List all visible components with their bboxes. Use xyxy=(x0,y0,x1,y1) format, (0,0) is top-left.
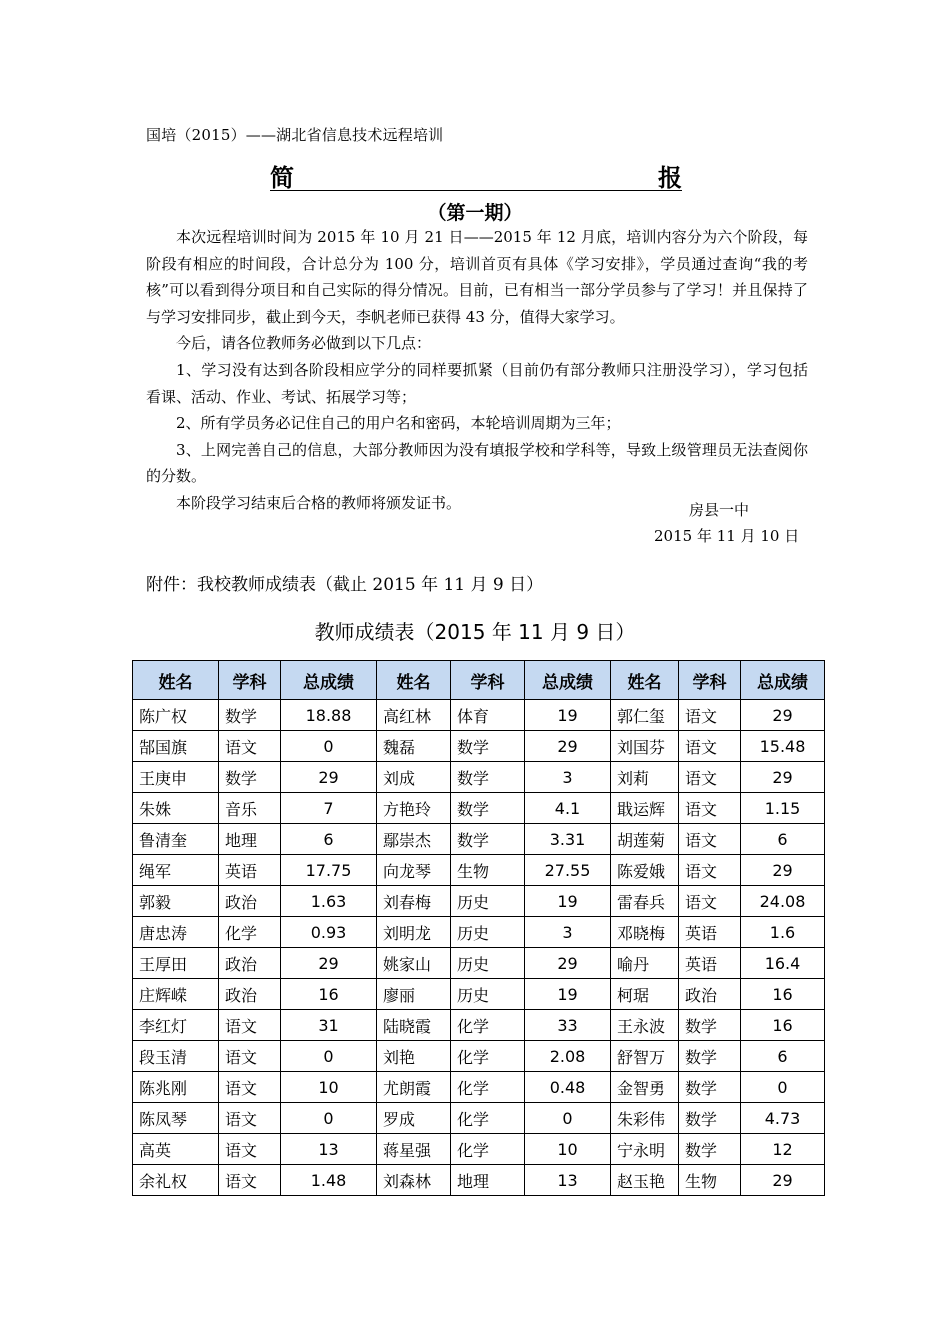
subject-cell: 化学 xyxy=(451,1134,525,1165)
teacher-name-cell: 高英 xyxy=(133,1134,219,1165)
score-cell: 16 xyxy=(741,1010,825,1041)
table-header-row xyxy=(133,661,825,700)
table-header-cell: 姓名 xyxy=(133,661,219,700)
table-row xyxy=(133,762,825,793)
title-right-char: 报 xyxy=(658,164,682,192)
score-cell: 33 xyxy=(525,1010,611,1041)
teacher-name-cell: 陈爱娥 xyxy=(611,855,679,886)
teacher-name-cell: 绳军 xyxy=(133,855,219,886)
paragraph-item-3: 3、上网完善自己的信息，大部分教师因为没有填报学校和学科等，导致上级管理员无法查阅你的分数。 xyxy=(146,440,808,486)
subject-cell: 数学 xyxy=(679,1041,741,1072)
teacher-name-cell: 刘国芬 xyxy=(611,731,679,762)
score-cell: 7 xyxy=(281,793,377,824)
score-cell: 16 xyxy=(741,979,825,1010)
subject-cell: 语文 xyxy=(219,1165,281,1196)
paragraph-intro: 本次远程培训时间为 2015 年 10 月 21 日——2015 年 12 月底，培训内容分为六个阶段，每阶段有相应的时间段，合计总分为 100 分，培训首页有具体《学习安排》，学员通过查询“我的考核”可以看到得分项目和自己实际的得分情况。目前，已有相当一部分学员参与了学习！并且保持了与学习安排同步，截止到今天，李帆老师已获得 43 分，值得大家学习。 xyxy=(146,228,808,326)
subject-cell: 数学 xyxy=(679,1134,741,1165)
teacher-name-cell: 雷春兵 xyxy=(611,886,679,917)
subject-cell: 地理 xyxy=(451,1165,525,1196)
teacher-name-cell: 陈兆刚 xyxy=(133,1072,219,1103)
table-row xyxy=(133,1103,825,1134)
subject-cell: 语文 xyxy=(679,855,741,886)
table-row xyxy=(133,948,825,979)
teacher-name-cell: 蒋星强 xyxy=(377,1134,451,1165)
teacher-name-cell: 方艳玲 xyxy=(377,793,451,824)
table-row xyxy=(133,979,825,1010)
score-cell: 18.88 xyxy=(281,700,377,731)
score-cell: 6 xyxy=(281,824,377,855)
subject-cell: 音乐 xyxy=(219,793,281,824)
score-cell: 19 xyxy=(525,979,611,1010)
grades-table xyxy=(132,660,825,1196)
score-cell: 31 xyxy=(281,1010,377,1041)
score-cell: 29 xyxy=(741,700,825,731)
subject-cell: 语文 xyxy=(219,1041,281,1072)
score-cell: 0 xyxy=(525,1103,611,1134)
teacher-name-cell: 庄辉嵘 xyxy=(133,979,219,1010)
score-cell: 16 xyxy=(281,979,377,1010)
subject-cell: 化学 xyxy=(451,1010,525,1041)
score-cell: 1.48 xyxy=(281,1165,377,1196)
table-header-cell: 姓名 xyxy=(377,661,451,700)
subject-cell: 语文 xyxy=(219,1103,281,1134)
score-cell: 29 xyxy=(525,731,611,762)
subject-cell: 化学 xyxy=(219,917,281,948)
score-cell: 2.08 xyxy=(525,1041,611,1072)
subject-cell: 数学 xyxy=(451,762,525,793)
subject-cell: 数学 xyxy=(679,1103,741,1134)
table-row xyxy=(133,731,825,762)
score-cell: 29 xyxy=(281,948,377,979)
subject-cell: 生物 xyxy=(451,855,525,886)
score-cell: 16.4 xyxy=(741,948,825,979)
score-cell: 1.6 xyxy=(741,917,825,948)
teacher-name-cell: 高红林 xyxy=(377,700,451,731)
body-text xyxy=(146,224,808,517)
subject-cell: 化学 xyxy=(451,1103,525,1134)
score-cell: 27.55 xyxy=(525,855,611,886)
subject-cell: 语文 xyxy=(219,1072,281,1103)
teacher-name-cell: 罗成 xyxy=(377,1103,451,1134)
teacher-name-cell: 向龙琴 xyxy=(377,855,451,886)
subject-cell: 英语 xyxy=(679,948,741,979)
signature-org: 房县一中 xyxy=(689,501,750,519)
subject-cell: 化学 xyxy=(451,1072,525,1103)
subject-cell: 化学 xyxy=(451,1041,525,1072)
score-cell: 29 xyxy=(741,1165,825,1196)
table-body xyxy=(133,700,825,1196)
score-cell: 0 xyxy=(281,1041,377,1072)
subject-cell: 英语 xyxy=(679,917,741,948)
teacher-name-cell: 刘春梅 xyxy=(377,886,451,917)
teacher-name-cell: 王永波 xyxy=(611,1010,679,1041)
teacher-name-cell: 尤朗霞 xyxy=(377,1072,451,1103)
score-cell: 4.73 xyxy=(741,1103,825,1134)
table-header-cell: 学科 xyxy=(451,661,525,700)
subject-cell: 地理 xyxy=(219,824,281,855)
paragraph-item-2: 2、所有学员务必记住自己的用户名和密码，本轮培训周期为三年； xyxy=(176,414,621,433)
teacher-name-cell: 赵玉艳 xyxy=(611,1165,679,1196)
subject-cell: 语文 xyxy=(679,886,741,917)
teacher-name-cell: 魏磊 xyxy=(377,731,451,762)
score-cell: 29 xyxy=(741,762,825,793)
subject-cell: 政治 xyxy=(219,886,281,917)
teacher-name-cell: 朱姝 xyxy=(133,793,219,824)
teacher-name-cell: 郭毅 xyxy=(133,886,219,917)
teacher-name-cell: 郜国旗 xyxy=(133,731,219,762)
subject-cell: 语文 xyxy=(219,1134,281,1165)
subject-cell: 政治 xyxy=(219,979,281,1010)
header-line: 国培（2015）——湖北省信息技术远程培训 xyxy=(146,126,444,144)
teacher-name-cell: 鲁清奎 xyxy=(133,824,219,855)
page-title xyxy=(270,158,682,191)
table-header-cell: 姓名 xyxy=(611,661,679,700)
subject-cell: 数学 xyxy=(679,1010,741,1041)
teacher-name-cell: 刘成 xyxy=(377,762,451,793)
score-cell: 12 xyxy=(741,1134,825,1165)
score-cell: 17.75 xyxy=(281,855,377,886)
teacher-name-cell: 刘莉 xyxy=(611,762,679,793)
subject-cell: 语文 xyxy=(219,731,281,762)
subject-cell: 英语 xyxy=(219,855,281,886)
teacher-name-cell: 郭仁玺 xyxy=(611,700,679,731)
subject-cell: 语文 xyxy=(679,824,741,855)
score-cell: 6 xyxy=(741,1041,825,1072)
subject-cell: 生物 xyxy=(679,1165,741,1196)
subject-cell: 数学 xyxy=(451,731,525,762)
teacher-name-cell: 王厚田 xyxy=(133,948,219,979)
score-cell: 24.08 xyxy=(741,886,825,917)
teacher-name-cell: 余礼权 xyxy=(133,1165,219,1196)
teacher-name-cell: 陈广权 xyxy=(133,700,219,731)
score-cell: 3 xyxy=(525,762,611,793)
subject-cell: 语文 xyxy=(679,700,741,731)
teacher-name-cell: 舒智万 xyxy=(611,1041,679,1072)
subject-cell: 数学 xyxy=(451,824,525,855)
score-cell: 10 xyxy=(525,1134,611,1165)
title-left-char: 简 xyxy=(270,164,294,192)
teacher-name-cell: 刘艳 xyxy=(377,1041,451,1072)
score-cell: 1.63 xyxy=(281,886,377,917)
subject-cell: 历史 xyxy=(451,979,525,1010)
teacher-name-cell: 陆晓霞 xyxy=(377,1010,451,1041)
teacher-name-cell: 刘明龙 xyxy=(377,917,451,948)
score-cell: 3.31 xyxy=(525,824,611,855)
table-row xyxy=(133,1134,825,1165)
table-row xyxy=(133,824,825,855)
score-cell: 29 xyxy=(281,762,377,793)
table-header-cell: 学科 xyxy=(679,661,741,700)
paragraph-item-1: 1、学习没有达到各阶段相应学分的同样要抓紧（目前仍有部分教师只注册没学习），学习包括看课、活动、作业、考试、拓展学习等； xyxy=(146,360,808,406)
subject-cell: 数学 xyxy=(219,700,281,731)
paragraph-closing: 本阶段学习结束后合格的教师将颁发证书。 xyxy=(176,493,462,512)
subject-cell: 数学 xyxy=(679,1072,741,1103)
teacher-name-cell: 金智勇 xyxy=(611,1072,679,1103)
teacher-name-cell: 戢运辉 xyxy=(611,793,679,824)
teacher-name-cell: 宁永明 xyxy=(611,1134,679,1165)
teacher-name-cell: 李红灯 xyxy=(133,1010,219,1041)
table-row xyxy=(133,1072,825,1103)
table-header-cell: 总成绩 xyxy=(281,661,377,700)
teacher-name-cell: 柯琚 xyxy=(611,979,679,1010)
teacher-name-cell: 刘森林 xyxy=(377,1165,451,1196)
table-row xyxy=(133,855,825,886)
score-cell: 3 xyxy=(525,917,611,948)
score-cell: 29 xyxy=(741,855,825,886)
subject-cell: 体育 xyxy=(451,700,525,731)
teacher-name-cell: 姚家山 xyxy=(377,948,451,979)
table-row xyxy=(133,917,825,948)
attachment-note: 附件：我校教师成绩表（截止 2015 年 11 月 9 日） xyxy=(146,575,544,595)
score-cell: 15.48 xyxy=(741,731,825,762)
teacher-name-cell: 段玉清 xyxy=(133,1041,219,1072)
subject-cell: 政治 xyxy=(679,979,741,1010)
teacher-name-cell: 王庚申 xyxy=(133,762,219,793)
subject-cell: 数学 xyxy=(219,762,281,793)
subject-cell: 数学 xyxy=(451,793,525,824)
paragraph-requirements: 今后，请各位教师务必做到以下几点： xyxy=(176,334,432,353)
table-header-cell: 学科 xyxy=(219,661,281,700)
teacher-name-cell: 唐忠涛 xyxy=(133,917,219,948)
score-cell: 29 xyxy=(525,948,611,979)
score-cell: 0.48 xyxy=(525,1072,611,1103)
teacher-name-cell: 鄢崇杰 xyxy=(377,824,451,855)
score-cell: 0 xyxy=(281,1103,377,1134)
subject-cell: 语文 xyxy=(679,762,741,793)
score-cell: 1.15 xyxy=(741,793,825,824)
subject-cell: 语文 xyxy=(679,731,741,762)
subject-cell: 历史 xyxy=(451,917,525,948)
score-cell: 19 xyxy=(525,700,611,731)
subject-cell: 历史 xyxy=(451,948,525,979)
table-row xyxy=(133,793,825,824)
table-title: 教师成绩表（2015 年 11 月 9 日） xyxy=(314,620,636,644)
table-row xyxy=(133,886,825,917)
score-cell: 10 xyxy=(281,1072,377,1103)
subject-cell: 政治 xyxy=(219,948,281,979)
subject-cell: 语文 xyxy=(219,1010,281,1041)
score-cell: 6 xyxy=(741,824,825,855)
table-row xyxy=(133,1041,825,1072)
table-header-cell: 总成绩 xyxy=(741,661,825,700)
issue-number: （第一期） xyxy=(427,202,523,224)
score-cell: 0 xyxy=(281,731,377,762)
teacher-name-cell: 胡莲菊 xyxy=(611,824,679,855)
subject-cell: 语文 xyxy=(679,793,741,824)
teacher-name-cell: 廖丽 xyxy=(377,979,451,1010)
score-cell: 13 xyxy=(281,1134,377,1165)
teacher-name-cell: 陈凤琴 xyxy=(133,1103,219,1134)
score-cell: 13 xyxy=(525,1165,611,1196)
teacher-name-cell: 喻丹 xyxy=(611,948,679,979)
table-row xyxy=(133,700,825,731)
subject-cell: 历史 xyxy=(451,886,525,917)
score-cell: 0.93 xyxy=(281,917,377,948)
score-cell: 0 xyxy=(741,1072,825,1103)
table-row xyxy=(133,1010,825,1041)
signature-date: 2015 年 11 月 10 日 xyxy=(654,527,800,545)
table-header-cell: 总成绩 xyxy=(525,661,611,700)
table-row xyxy=(133,1165,825,1196)
teacher-name-cell: 邓晓梅 xyxy=(611,917,679,948)
score-cell: 4.1 xyxy=(525,793,611,824)
score-cell: 19 xyxy=(525,886,611,917)
teacher-name-cell: 朱彩伟 xyxy=(611,1103,679,1134)
